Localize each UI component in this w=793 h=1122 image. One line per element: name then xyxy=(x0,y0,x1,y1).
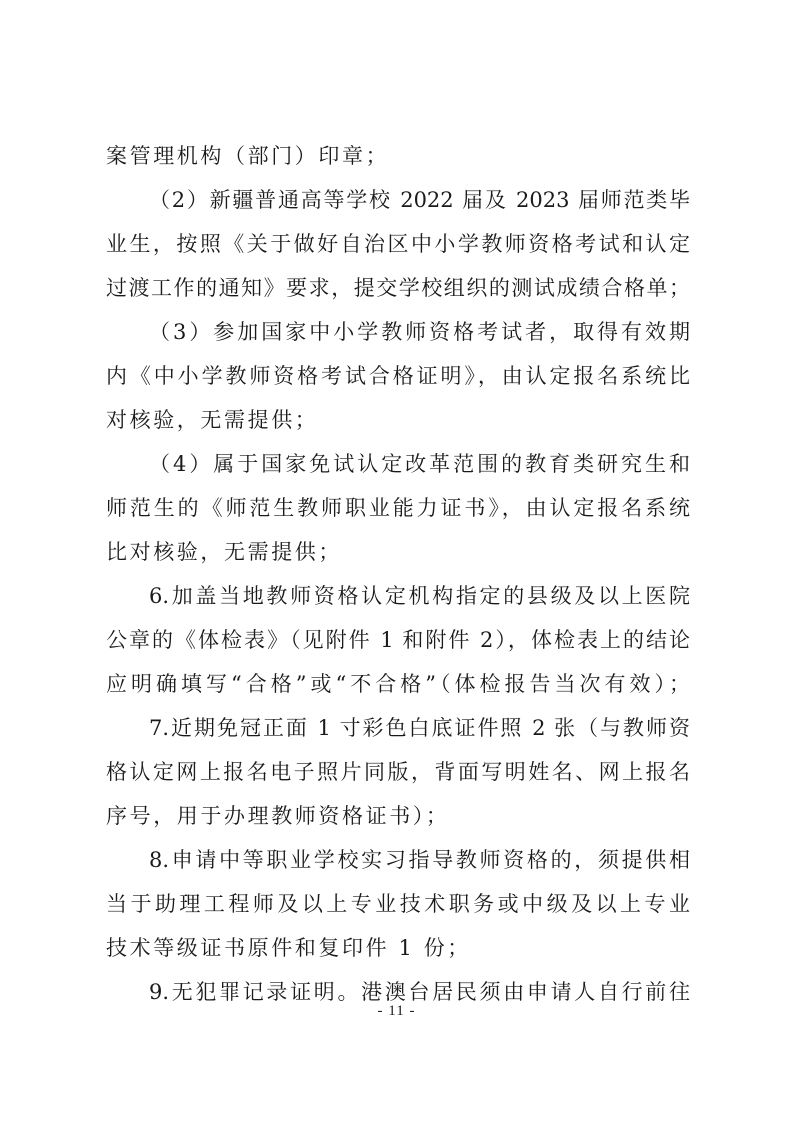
text-line: 9.无犯罪记录证明。港澳台居民须由申请人自行前往 xyxy=(149,980,690,1004)
text-line: 8.申请中等职业学校实习指导教师资格的，须提供相 xyxy=(149,848,690,872)
text-line: 6.加盖当地教师资格认定机构指定的县级及以上医院 xyxy=(149,584,690,608)
text-line: 内《中小学教师资格考试合格证明》，由认定报名系统比 xyxy=(106,364,690,388)
text-line: 当于助理工程师及以上专业技术职务或中级及以上专业 xyxy=(106,892,690,916)
text-line: （2）新疆普通高等学校 2022 届及 2023 届师范类毕 xyxy=(149,188,690,212)
text-line: （3）参加国家中小学教师资格考试者，取得有效期 xyxy=(149,320,690,344)
text-line: 7.近期免冠正面 1 寸彩色白底证件照 2 张（与教师资 xyxy=(149,716,690,740)
text-line: 案管理机构（部门）印章； xyxy=(106,144,390,168)
text-line: （4）属于国家免试认定改革范围的教育类研究生和 xyxy=(149,452,690,476)
text-line: 技术等级证书原件和复印件 1 份； xyxy=(106,936,471,960)
text-line: 应明确填写“合格”或“不合格”（体检报告当次有效）； xyxy=(106,672,690,696)
text-line: 过渡工作的通知》要求，提交学校组织的测试成绩合格单； xyxy=(106,276,690,300)
page-number: - 11 - xyxy=(377,1003,416,1019)
text-line: 师范生的《师范生教师职业能力证书》，由认定报名系统 xyxy=(106,496,690,520)
text-line: 对核验，无需提供； xyxy=(106,408,319,432)
text-line: 序号，用于办理教师资格证书）； xyxy=(106,804,450,828)
text-line: 格认定网上报名电子照片同版，背面写明姓名、网上报名 xyxy=(106,760,690,784)
text-line: 业生，按照《关于做好自治区中小学教师资格考试和认定 xyxy=(106,232,690,256)
text-line: 比对核验，无需提供； xyxy=(106,540,342,564)
text-line: 公章的《体检表》（见附件 1 和附件 2），体检表上的结论 xyxy=(106,628,690,652)
